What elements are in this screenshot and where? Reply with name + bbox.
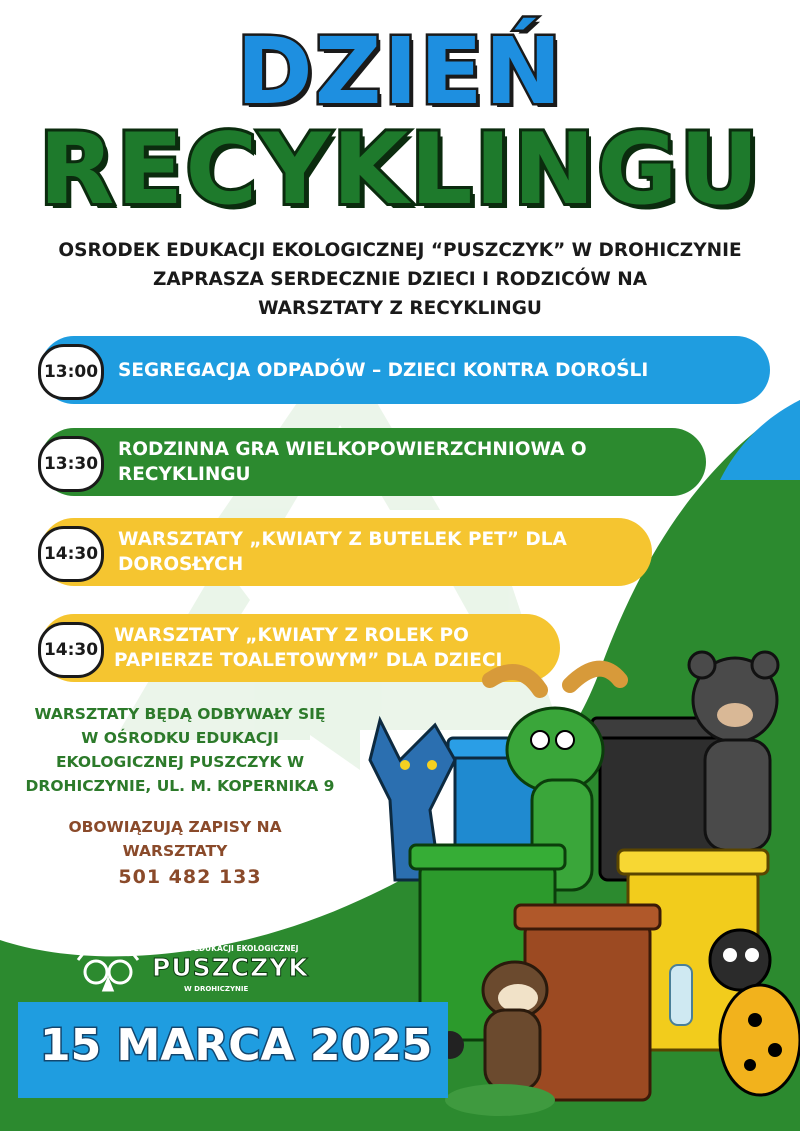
schedule-label-line: RODZINNA GRA WIELKOPOWIERZCHNIOWA O (118, 439, 587, 460)
venue-line: WARSZTATY BĘDĄ ODBYWAŁY SIĘ (34, 705, 326, 723)
venue-info (0, 702, 360, 798)
logo-top-text: OŚRODEK EDUKACJI EKOLOGICZNEJ (150, 944, 299, 953)
schedule-label-line: PAPIERZE TOALETOWYM” DLA DZIECI (114, 650, 503, 671)
schedule-item (40, 428, 706, 496)
registration-line: WARSZTATY (122, 842, 228, 860)
schedule-label (118, 358, 648, 383)
title-line-2: RECYKLINGU (38, 113, 762, 227)
intro-line: WARSZTATY Z RECYKLINGU (258, 298, 542, 319)
phone-number: 501 482 133 (118, 866, 262, 888)
schedule-label-line: RECYKLINGU (118, 464, 251, 485)
event-date: 15 MARCA 2025 (40, 1020, 433, 1071)
schedule-time: 14:30 (38, 622, 104, 678)
schedule-label-line: DOROSŁYCH (118, 554, 244, 575)
schedule-label-line: WARSZTATY „KWIATY Z ROLEK PO (114, 625, 469, 646)
intro-line: ZAPRASZA SERDECZNIE DZIECI I RODZICÓW NA (152, 269, 648, 290)
registration-line: OBOWIĄZUJĄ ZAPISY NA (68, 818, 282, 836)
schedule-time: 14:30 (38, 526, 104, 582)
intro-line: OSRODEK EDUKACJI EKOLOGICZNEJ “PUSZCZYK” W DROHICZYNIE (58, 240, 742, 261)
title-line-1: DZIEŃ (236, 18, 564, 125)
owl-logo-icon (72, 942, 144, 1004)
schedule-item (40, 336, 770, 404)
schedule-time: 13:00 (38, 344, 104, 400)
schedule-label-line: WARSZTATY „KWIATY Z BUTELEK PET” DLA (118, 529, 567, 550)
schedule-label (118, 437, 587, 487)
venue-line: EKOLOGICZNEJ PUSZCZYK W (55, 753, 305, 771)
intro-text (0, 236, 800, 323)
logo-bottom-text: W DROHICZYNIE (184, 985, 249, 993)
schedule-item (40, 518, 652, 586)
schedule-label (118, 527, 567, 577)
schedule-label-line: SEGREGACJA ODPADÓW – DZIECI KONTRA DOROŚLI (118, 359, 649, 381)
venue-line: DROHICZYNIE, UL. M. KOPERNIKA 9 (25, 777, 335, 795)
registration-info (40, 815, 310, 863)
schedule-time: 13:30 (38, 436, 104, 492)
logo-name: PUSZCZYK (152, 953, 309, 982)
venue-line: W OŚRODKU EDUKACJI (81, 729, 279, 747)
